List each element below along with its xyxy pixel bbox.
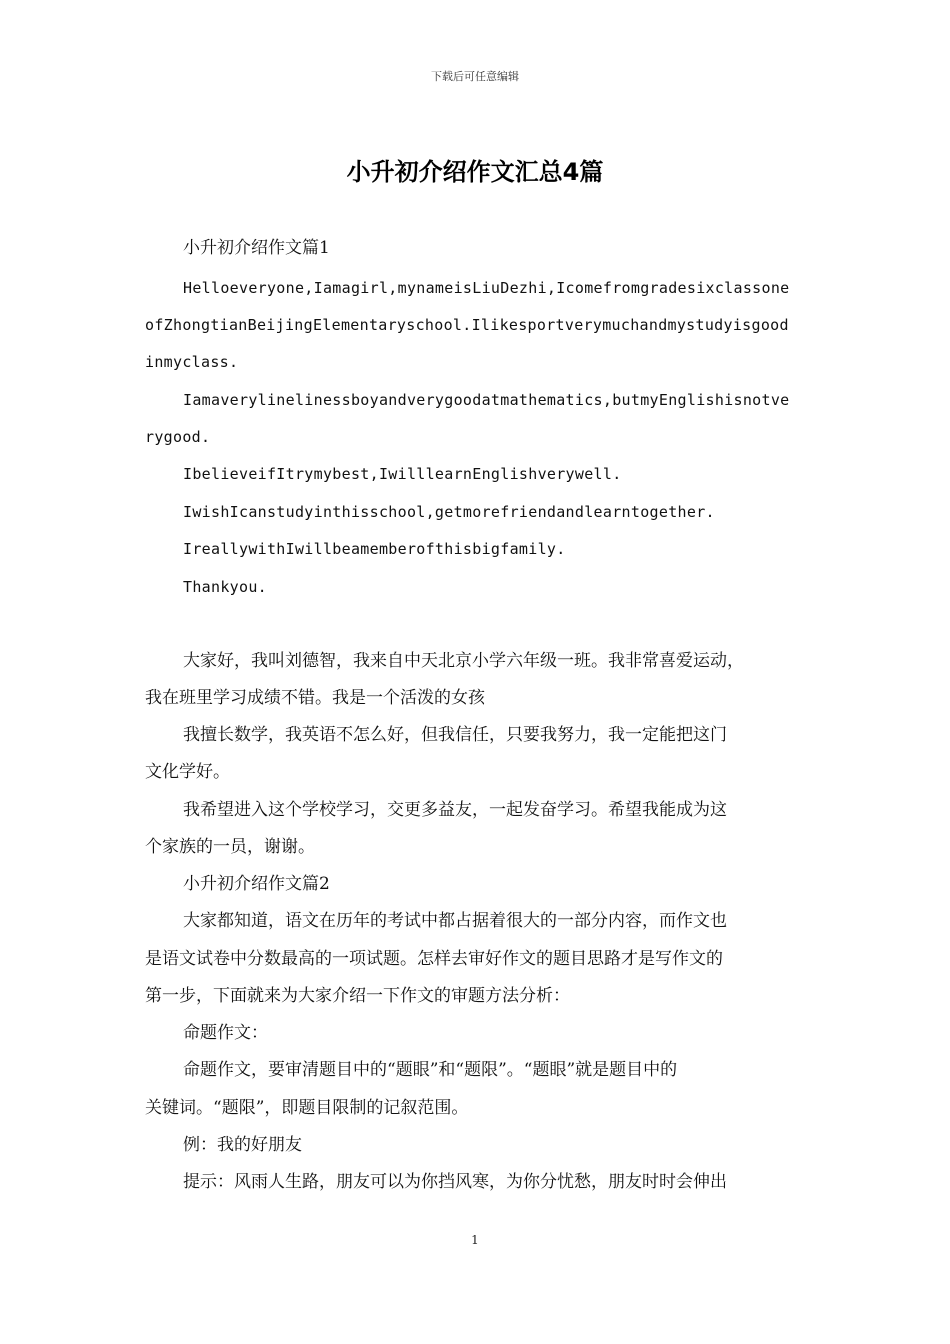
- paragraph-line: 大家好，我叫刘德智，我来自中天北京小学六年级一班。我非常喜爱运动，: [183, 651, 744, 671]
- paragraph-line: 命题作文，要审清题目中的“题眼”和“题限”。“题眼”就是题目中的: [183, 1060, 678, 1080]
- paragraph-line: 提示：风雨人生路，朋友可以为你挡风寒，为你分忧愁，朋友时时会伸出: [183, 1172, 727, 1192]
- paragraph-line: 我擅长数学，我英语不怎么好，但我信任，只要我努力，我一定能把这门: [183, 725, 727, 745]
- page-number: 1: [471, 1233, 479, 1247]
- paragraph-line: IwishIcanstudyinthisschool,getmorefriendandlearntogether.: [183, 503, 715, 521]
- paragraph-line: inmyclass.: [145, 353, 239, 371]
- section-heading-1: 小升初介绍作文篇1: [183, 238, 330, 258]
- paragraph-line: 我在班里学习成绩不错。我是一个活泼的女孩: [145, 688, 485, 708]
- paragraph-line: 第一步，下面就来为大家介绍一下作文的审题方法分析：: [145, 986, 570, 1006]
- paragraph-line: Helloeveryone,Iamagirl,mynameisLiuDezhi,Icomefromgradesixclassone: [183, 279, 790, 297]
- document-title: 小升初介绍作文汇总4篇: [346, 158, 604, 186]
- paragraph-line: 大家都知道，语文在历年的考试中都占据着很大的一部分内容，而作文也: [183, 911, 727, 931]
- paragraph-line: 文化学好。: [145, 762, 230, 782]
- paragraph-line: Thankyou.: [183, 578, 267, 596]
- paragraph-line: 例：我的好朋友: [183, 1135, 302, 1155]
- paragraph-line: rygood.: [145, 428, 211, 446]
- paragraph-line: 我希望进入这个学校学习，交更多益友，一起发奋学习。希望我能成为这: [183, 800, 727, 820]
- paragraph-line: 关键词。“题限”，即题目限制的记叙范围。: [145, 1098, 469, 1118]
- header-note: 下载后可任意编辑: [431, 70, 519, 83]
- paragraph-line: 命题作文：: [183, 1023, 268, 1043]
- paragraph-line: Iamaverylinelinessboyandverygoodatmathematics,butmyEnglishisnotve: [183, 391, 790, 409]
- paragraph-line: 是语文试卷中分数最高的一项试题。怎样去审好作文的题目思路才是写作文的: [145, 949, 723, 969]
- section-heading-2: 小升初介绍作文篇2: [183, 874, 330, 894]
- paragraph-line: 个家族的一员，谢谢。: [145, 837, 315, 857]
- paragraph-line: ofZhongtianBeijingElementaryschool.Ilikesportverymuchandmystudyisgood: [145, 316, 789, 334]
- paragraph-line: IbelieveifItrymybest,IwilllearnEnglishverywell.: [183, 465, 622, 483]
- paragraph-line: IreallywithIwillbeamemberofthisbigfamily.: [183, 540, 566, 558]
